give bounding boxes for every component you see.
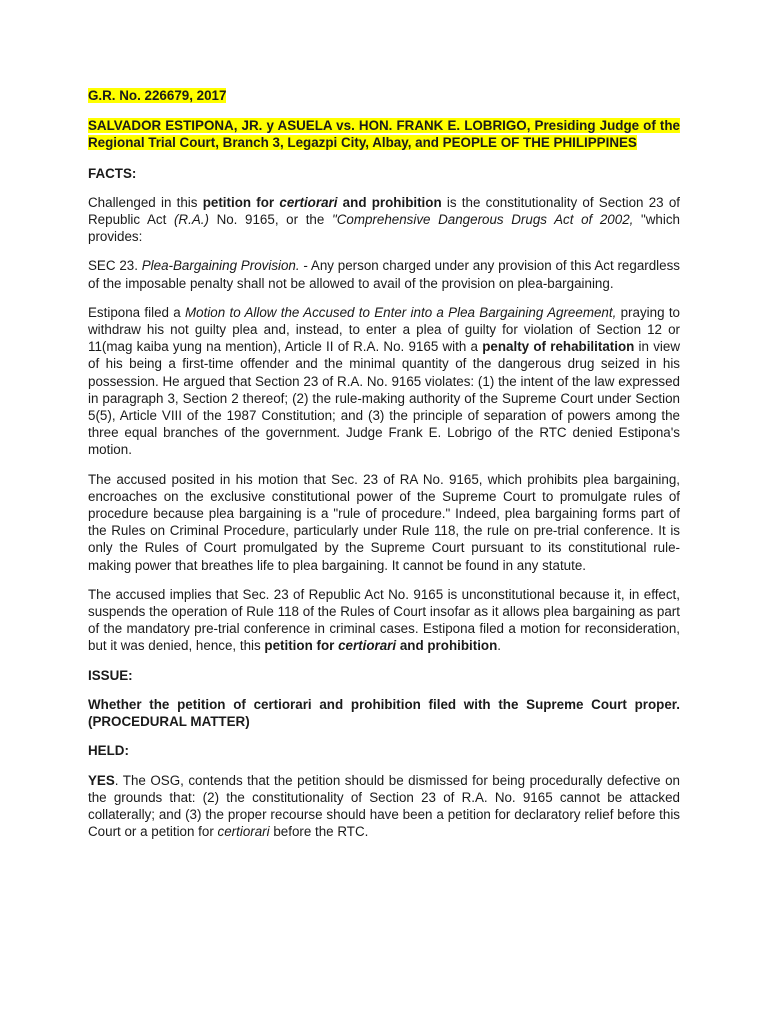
facts-paragraph-4: The accused posited in his motion that Sec. 23 of RA No. 9165, which prohibits plea bargaining, encroaches on the exclusive constitutional power of the Supreme Court to promulgate rules of procedure because plea bargaining is a "rule of procedure." Indeed, plea bargaining forms part of the Rules on Criminal Procedure, particularly under Rule 118, the rule on pre-trial conference. It is only the Rules of Court promulgated by the Supreme Court pursuant to its constitutional rule-making power that breathes life to plea bargaining. It cannot be found in any statute. bbox=[88, 471, 680, 573]
bold-italic-run: certiorari bbox=[338, 638, 397, 654]
bold-run: and prohibition bbox=[337, 194, 442, 210]
text-run: . The OSG, contends that the petition should be dismissed for being procedurally defective on the grounds that: (2) the constitutionality of Section 23 of R.A. No. 9165 cannot be attacked collaterally; and (3) the proper recourse should have been a petition for declaratory relief before this Court or a petition for bbox=[88, 772, 680, 840]
text-run: before the RTC. bbox=[269, 824, 369, 840]
held-paragraph bbox=[88, 772, 680, 841]
text-run: Challenged in this bbox=[88, 194, 203, 210]
issue-heading: ISSUE: bbox=[88, 667, 133, 683]
facts-paragraph-5 bbox=[88, 586, 680, 655]
text-run: is the constitutionality of Section 23 of Republic Act bbox=[88, 194, 680, 228]
text-run: No. 9165, or the bbox=[208, 212, 332, 228]
case-parties-text: SALVADOR ESTIPONA, JR. y ASUELA vs. HON. FRANK E. LOBRIGO, Presiding Judge of the Regional Trial Court, Branch 3, Legazpi City, Albay, and PEOPLE OF THE PHILIPPINES bbox=[88, 118, 680, 151]
facts-paragraph-2 bbox=[88, 257, 680, 291]
text-run: SEC 23. bbox=[88, 258, 142, 274]
issue-text: Whether the petition of certiorari and prohibition filed with the Supreme Court proper. (PROCEDURAL MATTER) bbox=[88, 696, 680, 730]
italic-run: (R.A.) bbox=[173, 212, 209, 228]
text-run: Estipona filed a bbox=[88, 304, 185, 320]
case-number bbox=[88, 87, 680, 104]
text-run: - Any person charged under any provision of this Act regardless of the imposable penalty shall not be allowed to avail of the provision on plea-bargaining. bbox=[88, 258, 680, 291]
text-run: The accused implies that Sec. 23 of Republic Act No. 9165 is unconstitutional because it, in effect, suspends the operation of Rule 118 of the Rules of Court insofar as it allows plea bargaining as part of the mandatory pre-trial conference in criminal cases. Estipona filed a motion for reconsideration, but it was denied, hence, this bbox=[88, 586, 680, 654]
bold-run: petition for bbox=[202, 194, 280, 210]
case-number-text: G.R. No. 226679, 2017 bbox=[88, 88, 227, 103]
italic-run: Plea-Bargaining Provision. bbox=[141, 258, 300, 274]
case-parties bbox=[88, 117, 680, 151]
text-run: . bbox=[497, 638, 502, 654]
document-body bbox=[88, 87, 680, 852]
italic-run: "Comprehensive Dangerous Drugs Act of 2002, bbox=[331, 212, 634, 228]
italic-run: Motion to Allow the Accused to Enter into a Plea Bargaining Agreement, bbox=[185, 304, 617, 320]
facts-heading: FACTS: bbox=[88, 165, 137, 181]
bold-run: YES bbox=[88, 772, 115, 788]
bold-run: petition for bbox=[264, 638, 339, 654]
bold-run: and prohibition bbox=[396, 638, 498, 654]
held-heading: HELD: bbox=[88, 743, 129, 759]
facts-paragraph-1 bbox=[88, 194, 680, 246]
bold-run: penalty of rehabilitation bbox=[482, 339, 635, 355]
text-run: praying to withdraw his not guilty plea and, instead, to enter a plea of guilty for violation of Section 12 or 11(mag kaiba yung na mention), Article II of R.A. No. 9165 with a bbox=[88, 304, 680, 355]
text-run: "which provides: bbox=[88, 212, 680, 245]
facts-paragraph-3 bbox=[88, 304, 680, 459]
bold-italic-run: certiorari bbox=[279, 194, 338, 210]
italic-run: certiorari bbox=[217, 824, 270, 840]
text-run: in view of his being a first-time offender and the minimal quantity of the dangerous drug seized in his possession. He argued that Section 23 of R.A. No. 9165 violates: (1) the intent of the law expressed in paragraph 3, Section 2 thereof; (2) the rule-making authority of the Supreme Court under Section 5(5), Article VIII of the 1987 Constitution; and (3) the principle of separation of powers among the three equal branches of the government. Judge Frank E. Lobrigo of the RTC denied Estipona's motion. bbox=[88, 339, 680, 458]
